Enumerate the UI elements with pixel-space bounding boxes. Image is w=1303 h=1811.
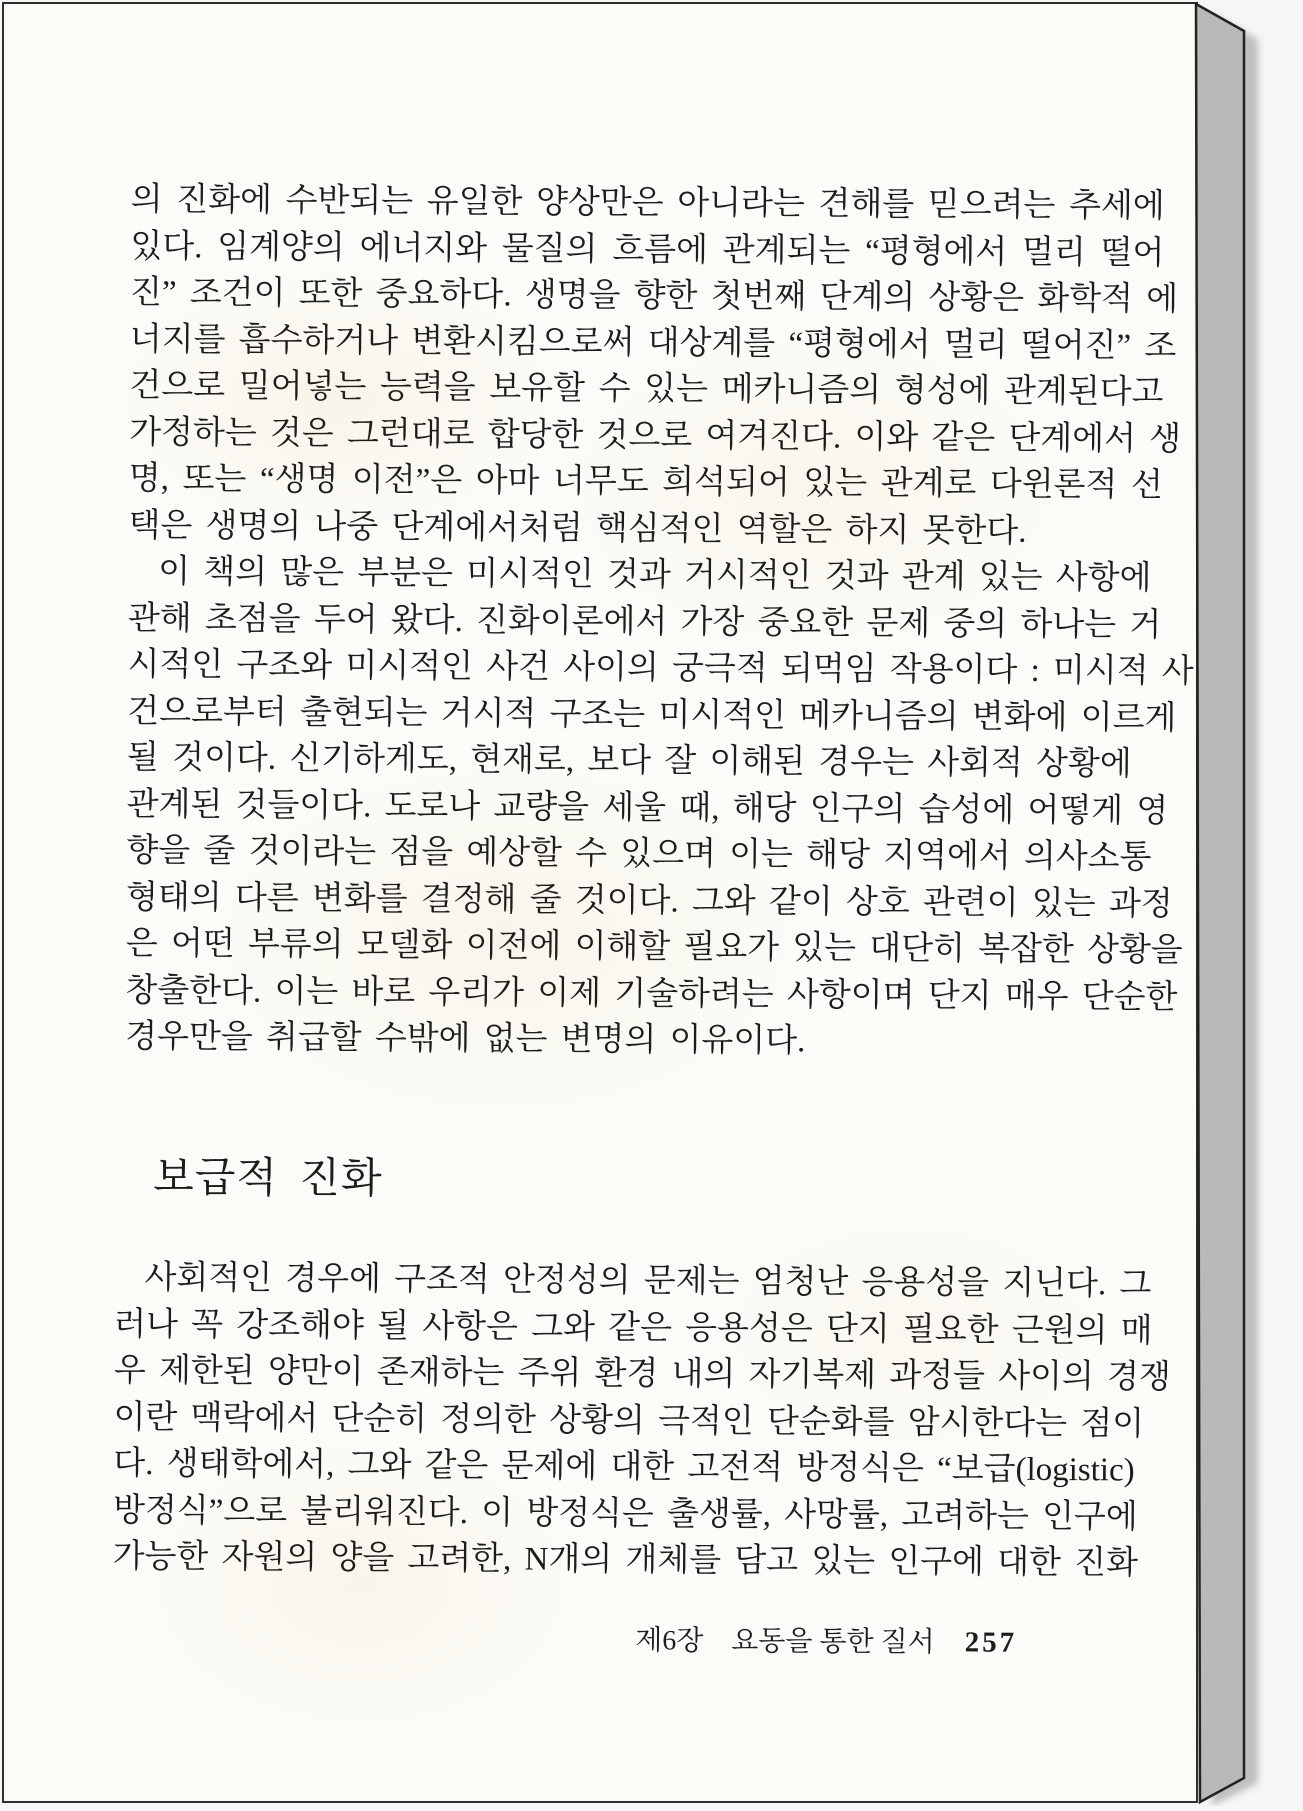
page-content (0, 4, 1196, 1809)
fore-edge-graphic (1194, 0, 1274, 1806)
text-line: 너지를 흡수하거나 변환시킴으로써 대상계를 “평형에서 멀리 떨어진” 조 (129, 321, 1177, 365)
text-line: 사회적인 경우에 구조적 안정성의 문제는 엄청난 응용성을 지닌다. 그 (144, 1259, 1152, 1303)
paragraph-3 (112, 1255, 1172, 1587)
text-line: 건으로 밀어넣는 능력을 보유할 수 있는 메카니즘의 형성에 관계된다고 (129, 367, 1164, 411)
text-line: 택은 생명의 나중 단계에서처럼 핵심적인 역할은 하지 못한다. (128, 507, 1027, 550)
text-line: 진” 조건이 또한 중요하다. 생명을 향한 첫번째 단계의 상황은 화학적 에 (129, 274, 1179, 318)
text-line: 러나 꼭 강조해야 될 사항은 그와 같은 응용성은 단지 필요한 근원의 매 (114, 1306, 1153, 1350)
text-line: 시적인 구조와 미시적인 사건 사이의 궁극적 되먹임 작용이다 : 미시적 사 (127, 646, 1194, 690)
text-line: 다. 생태학에서, 그와 같은 문제에 대한 고전적 방정식은 “보급(logistic) (113, 1445, 1135, 1489)
text-line: 가정하는 것은 그런대로 합당한 것으로 여겨진다. 이와 같은 단계에서 생 (129, 414, 1182, 458)
text-line: 창출한다. 이는 바로 우리가 이제 기술하려는 사항이며 단지 매우 단순한 (125, 972, 1178, 1016)
text-line: 은 어떤 부류의 모델화 이전에 이해할 필요가 있는 대단히 복잡한 상황을 (125, 925, 1183, 969)
book-fore-edge (1194, 0, 1274, 1806)
text-line: 이란 맥락에서 단순히 정의한 상황의 극적인 단순화를 암시한다는 점이 (113, 1399, 1145, 1443)
paragraph-2 (125, 549, 1194, 1067)
text-line: 경우만을 취급할 수밖에 없는 변명의 이유이다. (125, 1018, 806, 1060)
section-heading: 보급적 진화 (153, 1155, 383, 1203)
text-line: 형태의 다른 변화를 결정해 줄 것이다. 그와 같이 상호 관련이 있는 과정 (125, 879, 1173, 923)
text-line: 명, 또는 “생명 이전”은 아마 너무도 희석되어 있는 관계로 다윈론적 선 (128, 460, 1163, 504)
text-line: 향을 줄 것이라는 점을 예상할 수 있으며 이는 해당 지역에서 의사소통 (126, 832, 1152, 876)
page-footer (635, 1618, 1017, 1666)
text-line: 방정식”으로 불리워진다. 이 방정식은 출생률, 사망률, 고려하는 인구에 (112, 1492, 1138, 1536)
text-line: 건으로부터 출현되는 거시적 구조는 미시적인 메카니즘의 변화에 이르게 (127, 693, 1177, 737)
text-line: 있다. 임계양의 에너지와 물질의 흐름에 관계되는 “평형에서 멀리 떨어 (130, 228, 1165, 272)
footer-page-number: 257 (964, 1626, 1018, 1659)
text-line: 될 것이다. 신기하게도, 현재로, 보다 잘 이해된 경우는 사회적 상황에 (126, 739, 1132, 783)
body-text (125, 177, 1194, 1067)
paragraph-1 (128, 177, 1182, 556)
text-line: 관해 초점을 두어 왔다. 진화이론에서 가장 중요한 문제 중의 하나는 거 (127, 600, 1162, 644)
text-line: 의 진화에 수반되는 유일한 양상만은 아니라는 견해를 믿으려는 추세에 (130, 181, 1165, 225)
book-page (2, 2, 1198, 1803)
text-line: 우 제한된 양만이 존재하는 주위 환경 내의 자기복제 과정들 사이의 경쟁 (113, 1352, 1172, 1396)
text-line: 가능한 자원의 양을 고려한, N개의 개체를 담고 있는 인구에 대한 진화 (112, 1538, 1139, 1582)
text-line: 관계된 것들이다. 도로나 교량을 세울 때, 해당 인구의 습성에 어떻게 영 (126, 786, 1169, 830)
footer-chapter-label: 제6장 (635, 1625, 704, 1657)
footer-chapter-title: 요동을 통한 질서 (731, 1625, 935, 1659)
text-line: 이 책의 많은 부분은 미시적인 것과 거시적인 것과 관계 있는 사항에 (158, 554, 1152, 597)
